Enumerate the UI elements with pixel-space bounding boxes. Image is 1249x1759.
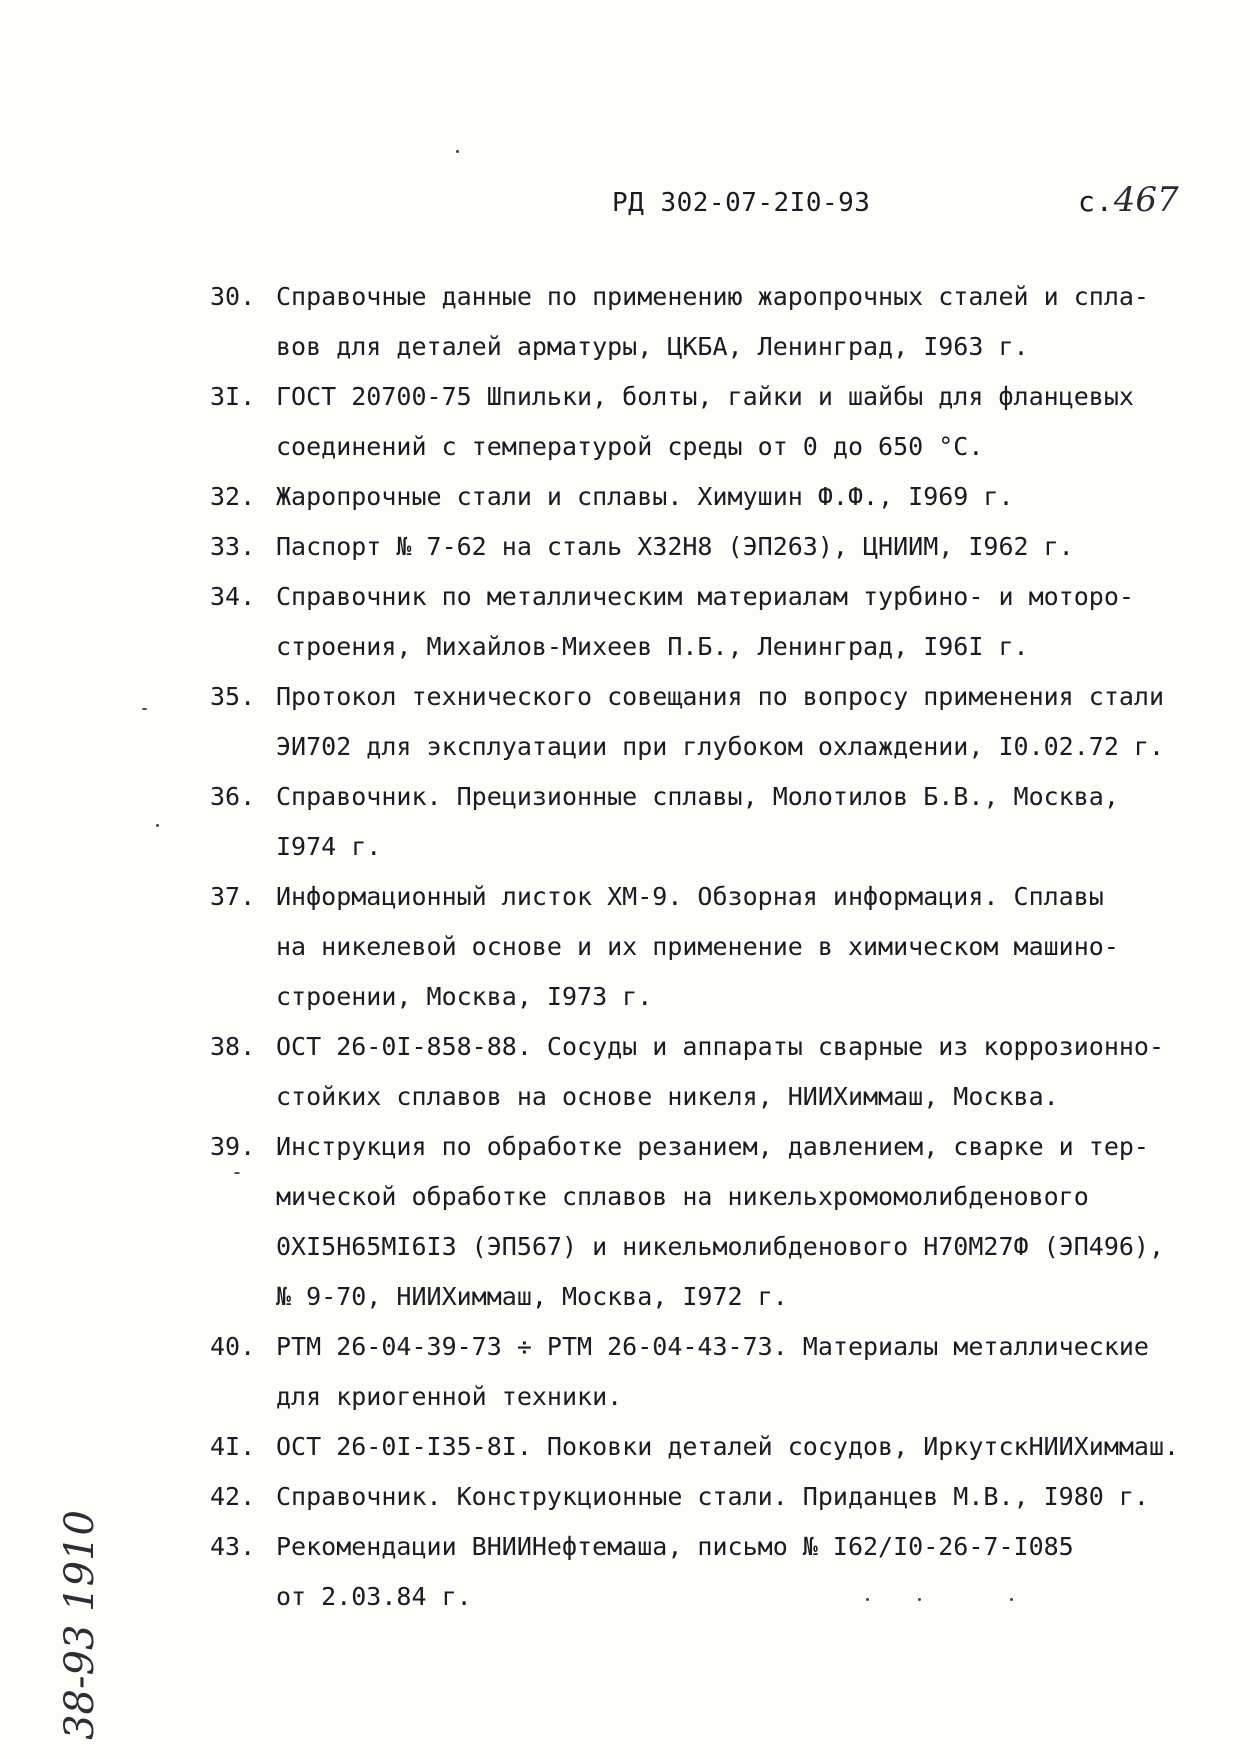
reference-number: 43. xyxy=(210,1532,256,1561)
reference-number: 39. xyxy=(210,1132,256,1161)
scan-speck xyxy=(456,150,459,153)
reference-number: 42. xyxy=(210,1482,256,1511)
scan-speck xyxy=(866,1598,869,1601)
reference-number: 40. xyxy=(210,1332,256,1361)
reference-item xyxy=(210,1472,1220,1522)
reference-text: Справочник. Прецизионные сплавы, Молотилов Б.В., Москва, I974 г. xyxy=(276,782,1119,861)
reference-item xyxy=(210,522,1220,572)
reference-text: Жаропрочные стали и сплавы. Химушин Ф.Ф., I969 г. xyxy=(276,482,1014,511)
scan-speck xyxy=(234,1172,240,1174)
page-number-handwritten: 467 xyxy=(1113,180,1179,220)
reference-list xyxy=(210,272,1220,1622)
reference-text: Справочник по металлическим материалам турбино- и моторо- строения, Михайлов-Михеев П.Б., Ленинград, I96I г. xyxy=(276,582,1134,661)
scan-speck xyxy=(156,824,159,827)
reference-text: Информационный листок ХМ-9. Обзорная информация. Сплавы на никелевой основе и их применение в химическом машино- строении, Москва, I973 г. xyxy=(276,882,1119,1011)
reference-text: ГОСТ 20700-75 Шпильки, болты, гайки и шайбы для фланцевых соединений с температурой среды от 0 до 650 °С. xyxy=(276,382,1134,461)
reference-number: 35. xyxy=(210,682,256,711)
reference-item xyxy=(210,1122,1220,1322)
reference-item xyxy=(210,1522,1220,1622)
reference-item xyxy=(210,772,1220,872)
reference-number: 37. xyxy=(210,882,256,911)
reference-text: РТМ 26-04-39-73 ÷ РТМ 26-04-43-73. Материалы металлические для криогенной техники. xyxy=(276,1332,1149,1411)
reference-number: 38. xyxy=(210,1032,256,1061)
reference-item xyxy=(210,472,1220,522)
reference-item xyxy=(210,272,1220,372)
scan-speck xyxy=(1010,1598,1013,1601)
reference-text: Рекомендации ВНИИНефтемаша, письмо № I62/I0-26-7-I085 от 2.03.84 г. xyxy=(276,1532,1074,1611)
reference-text: Справочник. Конструкционные стали. Приданцев М.В., I980 г. xyxy=(276,1482,1149,1511)
reference-item xyxy=(210,1422,1220,1472)
reference-item xyxy=(210,672,1220,772)
reference-number: 30. xyxy=(210,282,256,311)
handwritten-margin-note: 38-93 1910 xyxy=(57,1510,103,1740)
reference-number: 36. xyxy=(210,782,256,811)
reference-item xyxy=(210,372,1220,472)
reference-number: 32. xyxy=(210,482,256,511)
page-number xyxy=(1078,180,1179,220)
reference-number: 34. xyxy=(210,582,256,611)
reference-number: 33. xyxy=(210,532,256,561)
reference-text: ОСТ 26-0I-858-88. Сосуды и аппараты сварные из коррозионно- стойких сплавов на основе никеля, НИИХиммаш, Москва. xyxy=(276,1032,1165,1111)
reference-text: Паспорт № 7-62 на сталь Х32Н8 (ЭП263), ЦНИИМ, I962 г. xyxy=(276,532,1074,561)
reference-item xyxy=(210,872,1220,1022)
reference-text: ОСТ 26-0I-I35-8I. Поковки деталей сосудов, ИркутскНИИХиммаш. xyxy=(276,1432,1180,1461)
reference-item xyxy=(210,1322,1220,1422)
reference-text: Справочные данные по применению жаропрочных сталей и спла- вов для деталей арматуры, ЦКБА, Ленинград, I963 г. xyxy=(276,282,1149,361)
scan-speck xyxy=(918,1598,921,1601)
reference-item xyxy=(210,1022,1220,1122)
scan-speck xyxy=(142,708,147,710)
document-code: РД 302-07-2I0-93 xyxy=(612,188,871,218)
reference-text: Инструкция по обработке резанием, давлением, сварке и тер- мической обработке сплавов на никельхромомолибденового 0ХI5Н65МI6I3 (ЭП567) и никельмолибденового Н70М27Ф (ЭП496), № 9-70, НИИХиммаш, Москва, I972 г. xyxy=(276,1132,1165,1311)
reference-number: 3I. xyxy=(210,382,256,411)
reference-text: Протокол технического совещания по вопросу применения стали ЭИ702 для эксплуатации при глубоком охлаждении, I0.02.72 г. xyxy=(276,682,1165,761)
reference-number: 4I. xyxy=(210,1432,256,1461)
reference-item xyxy=(210,572,1220,672)
page-number-prefix: с. xyxy=(1078,185,1114,218)
